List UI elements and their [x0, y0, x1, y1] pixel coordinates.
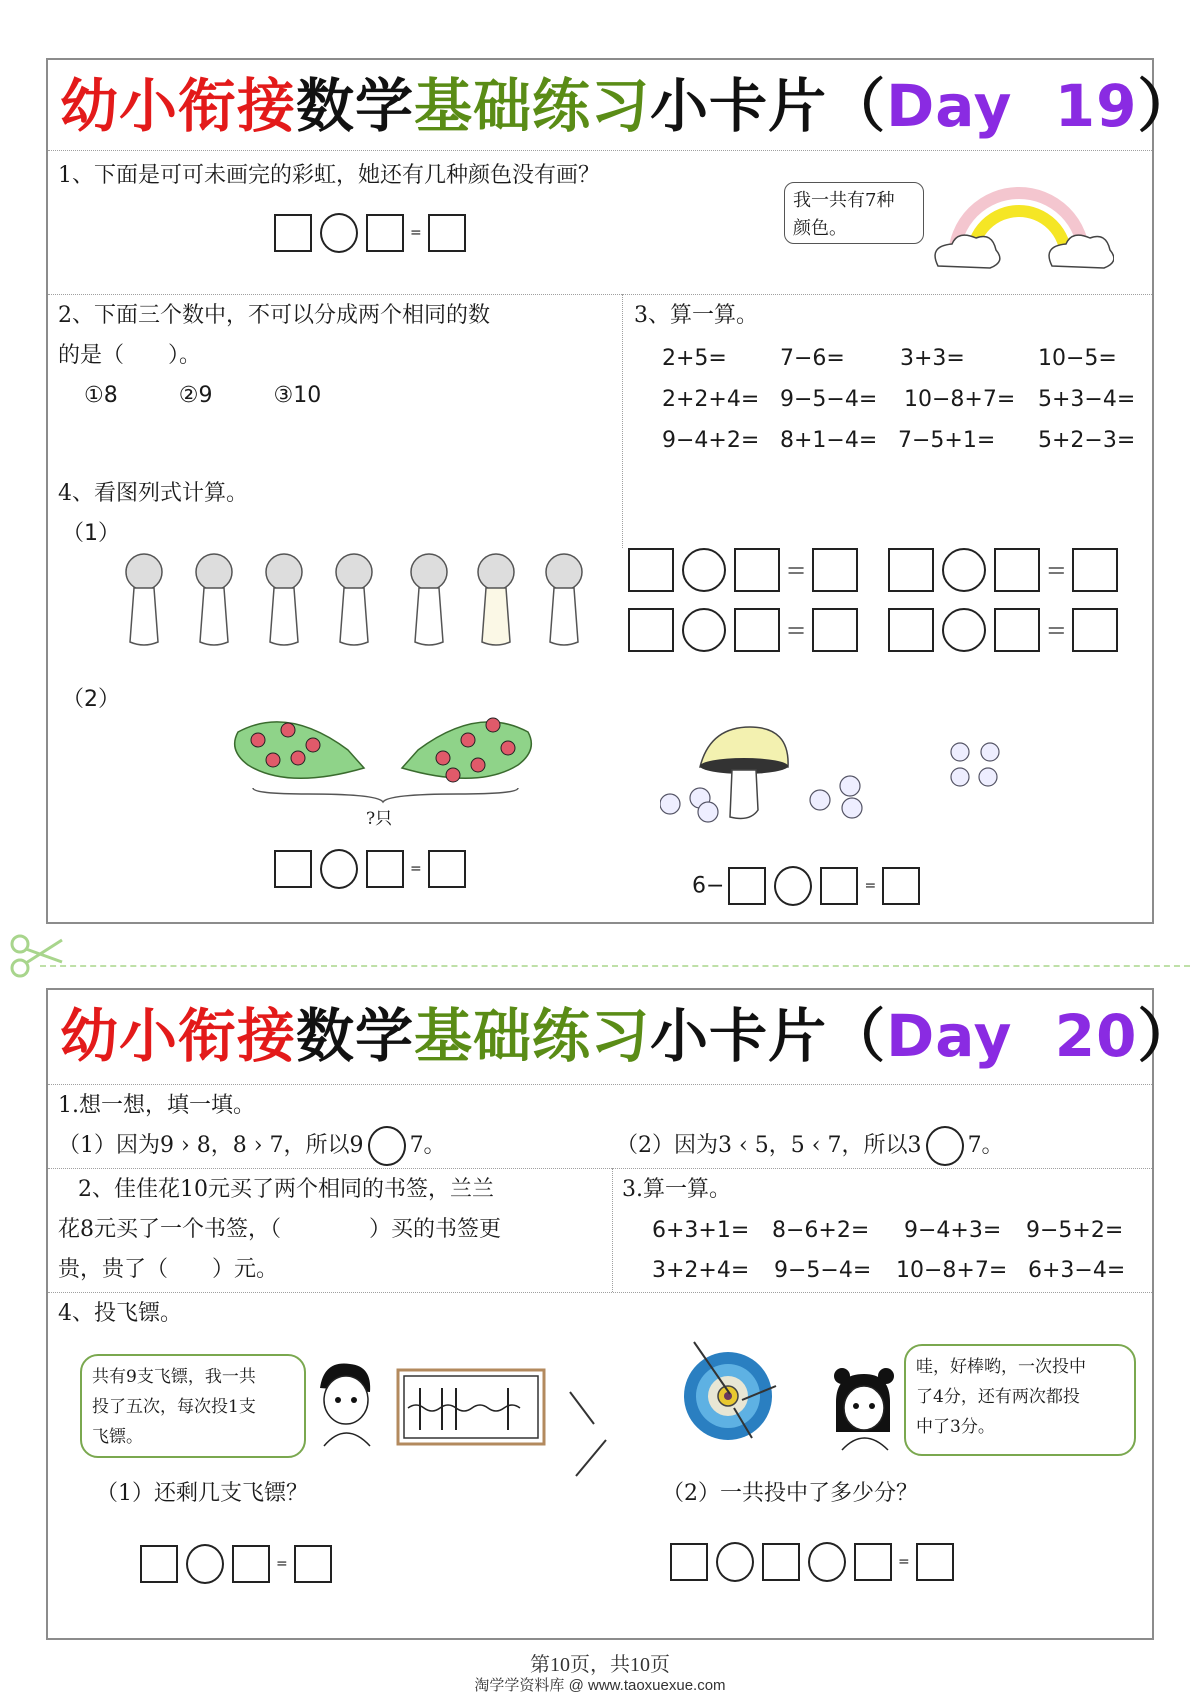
- card-day-20: [46, 988, 1197, 1640]
- equals-sign: =: [410, 225, 422, 241]
- divider: [48, 1292, 1152, 1293]
- answer-formula-darts-left: [136, 1544, 336, 1584]
- question-2-line-2: 的是（ ）。: [58, 343, 202, 368]
- card-title: [60, 66, 1197, 146]
- calc-item: 2+5=: [662, 346, 727, 371]
- formula-prefix: 6−: [692, 873, 725, 899]
- column-divider: [612, 1168, 613, 1292]
- answer-box[interactable]: [812, 548, 858, 592]
- sub-question-2-label: （2）: [62, 687, 120, 712]
- title-paren-close: ）: [1137, 1002, 1197, 1070]
- title-paren-close: ）: [1137, 72, 1197, 140]
- question-2-line-1: 2、佳佳花10元买了两个相同的书签，兰兰: [78, 1177, 494, 1202]
- title-part-black-2: 小卡片: [650, 1002, 828, 1070]
- equals-sign: =: [276, 1556, 288, 1572]
- answer-formula-row: [624, 548, 1122, 592]
- answer-box[interactable]: [428, 214, 466, 252]
- calc-row: [662, 346, 1117, 371]
- answer-box[interactable]: [994, 608, 1040, 652]
- sub-2-tail: 7。: [967, 1133, 1004, 1158]
- flower-vase-group: [122, 552, 642, 652]
- cut-line: [40, 965, 1190, 967]
- answer-box[interactable]: [812, 608, 858, 652]
- answer-box[interactable]: [366, 850, 404, 888]
- page-number: 第10页，共10页: [530, 1654, 670, 1676]
- operator-circle[interactable]: [320, 849, 358, 889]
- title-part-black: 数学: [296, 1002, 415, 1070]
- divider: [48, 294, 1152, 295]
- answer-box[interactable]: [628, 608, 674, 652]
- sub-question-2: （2）一共投中了多少分？: [662, 1481, 918, 1506]
- answer-formula-q1: [270, 213, 470, 253]
- question-1-text: 1、下面是可可未画完的彩虹，她还有几种颜色没有画？: [58, 163, 600, 188]
- calc-item: 9−5−4=: [774, 1258, 872, 1283]
- sub-question-1: （1）还剩几支飞镖？: [96, 1481, 308, 1506]
- title-part-black-2: 小卡片: [650, 72, 828, 140]
- speech-bubble: [784, 182, 924, 244]
- question-4-title: 4、看图列式计算。: [58, 481, 248, 506]
- card-day-19: [46, 58, 1197, 924]
- calc-item: 9−4+3=: [904, 1218, 1002, 1243]
- answer-box[interactable]: [888, 548, 934, 592]
- divider: [48, 150, 1152, 151]
- calc-item: 5+3−4=: [1038, 387, 1136, 412]
- calc-item: 8−6+2=: [772, 1218, 870, 1243]
- operator-circle[interactable]: [942, 608, 986, 652]
- answer-formula-snails: [692, 866, 924, 906]
- operator-circle[interactable]: [682, 608, 726, 652]
- title-part-red: 幼小衔接: [60, 1002, 297, 1070]
- equals-sign: =: [1046, 616, 1067, 644]
- answer-box[interactable]: [854, 1543, 892, 1581]
- flower-vase-icons: [122, 552, 642, 652]
- answer-box[interactable]: [140, 1545, 178, 1583]
- calc-item: 10−8+7=: [896, 1258, 1008, 1283]
- answer-box[interactable]: [294, 1545, 332, 1583]
- calc-item: 10−5=: [1038, 346, 1117, 371]
- divider: [48, 1084, 1152, 1085]
- answer-box[interactable]: [734, 608, 780, 652]
- bubble-line: 我一共有7种: [793, 190, 895, 211]
- answer-box[interactable]: [882, 867, 920, 905]
- answer-box[interactable]: [274, 214, 312, 252]
- operator-circle[interactable]: [682, 548, 726, 592]
- question-3-title: 3、算一算。: [634, 303, 758, 328]
- calc-item: 6+3−4=: [1028, 1258, 1126, 1283]
- column-divider: [622, 294, 623, 548]
- operator-circle[interactable]: [320, 213, 358, 253]
- calc-item: 8+1−4=: [780, 428, 878, 453]
- answer-box[interactable]: [1072, 548, 1118, 592]
- compare-circle[interactable]: [368, 1126, 406, 1166]
- scissors-icon: [6, 932, 66, 982]
- answer-box[interactable]: [820, 867, 858, 905]
- calc-row: [652, 1258, 1125, 1283]
- option-2[interactable]: ②9: [178, 383, 213, 408]
- dart-board-wall-icon: [396, 1368, 546, 1446]
- bubble-line: 飞镖。: [92, 1427, 143, 1447]
- operator-circle[interactable]: [942, 548, 986, 592]
- card-title: [60, 996, 1197, 1076]
- darts-icon: [566, 1390, 646, 1480]
- question-2-options: [84, 376, 321, 416]
- title-part-green: 基础练习: [414, 72, 651, 140]
- calc-item: 10−8+7=: [904, 387, 1016, 412]
- operator-circle[interactable]: [186, 1544, 224, 1584]
- bubble-line: 了4分，还有两次都投: [916, 1387, 1080, 1407]
- boy-avatar-icon: [310, 1358, 380, 1448]
- bubble-line: 颜色。: [793, 218, 847, 239]
- equals-sign: =: [864, 878, 877, 894]
- answer-formula-total-score: [666, 1542, 958, 1582]
- title-part-green: 基础练习: [414, 1002, 651, 1070]
- title-day: Day 20: [886, 1002, 1138, 1070]
- title-part-black: 数学: [296, 72, 415, 140]
- question-3-title: 3.算一算。: [622, 1177, 731, 1202]
- answer-formula-leaves: [270, 849, 470, 889]
- compare-circle[interactable]: [926, 1126, 964, 1166]
- equals-sign: =: [786, 556, 807, 584]
- girl-speech-bubble: [904, 1344, 1136, 1456]
- target-icon: [680, 1338, 780, 1448]
- question-2-line-2: 花8元买了一个书签，（ ）买的书签更: [58, 1217, 501, 1242]
- divider: [48, 1168, 1152, 1169]
- sub-1-tail: 7。: [409, 1133, 446, 1158]
- answer-box[interactable]: [232, 1545, 270, 1583]
- boy-speech-bubble: [80, 1354, 306, 1458]
- equals-sign: =: [1046, 556, 1067, 584]
- calc-item: 9−5+2=: [1026, 1218, 1124, 1243]
- calc-item: 7−6=: [780, 346, 845, 371]
- option-1[interactable]: ①8: [84, 383, 118, 408]
- source-watermark: 淘学学资料库 @ www.taoxuexue.com: [474, 1677, 726, 1694]
- question-1-sub-2: [616, 1126, 1004, 1166]
- equals-sign: =: [410, 861, 422, 877]
- calc-item: 5+2−3=: [1038, 428, 1136, 453]
- question-2-line-3: 贵，贵了（ ）元。: [58, 1257, 279, 1282]
- bubble-line: 哇，好棒哟，一次投中: [916, 1357, 1086, 1377]
- question-2-line-1: 2、下面三个数中，不可以分成两个相同的数: [58, 303, 490, 328]
- equals-sign: =: [786, 616, 807, 644]
- answer-box[interactable]: [366, 214, 404, 252]
- answer-formula-row: [624, 608, 1122, 652]
- bubble-line: 投了五次，每次投1支: [92, 1397, 256, 1417]
- bubble-line: 共有9支飞镖，我一共: [92, 1367, 256, 1387]
- answer-box[interactable]: [994, 548, 1040, 592]
- answer-box[interactable]: [1072, 608, 1118, 652]
- calc-item: 3+2+4=: [652, 1258, 750, 1283]
- calc-item: 3+3=: [900, 346, 965, 371]
- operator-circle[interactable]: [716, 1542, 754, 1582]
- equals-sign: =: [898, 1554, 910, 1570]
- calc-item: 7−5+1=: [898, 428, 996, 453]
- title-part-red: 幼小衔接: [60, 72, 297, 140]
- bubble-line: 中了3分。: [916, 1417, 995, 1437]
- operator-circle[interactable]: [808, 1542, 846, 1582]
- sub-question-1-label: （1）: [62, 521, 120, 546]
- rainbow-icon: [924, 178, 1114, 278]
- calc-row: [662, 387, 1135, 412]
- leaf-count-label: ?只: [366, 809, 393, 829]
- calc-row: [652, 1218, 1123, 1243]
- calc-row: [662, 428, 1135, 453]
- question-1-sub-1: [58, 1126, 446, 1166]
- question-4-title: 4、投飞镖。: [58, 1301, 182, 1326]
- answer-box[interactable]: [670, 1543, 708, 1581]
- sub-2-text: （2）因为3 ‹ 5，5 ‹ 7，所以3: [616, 1133, 922, 1158]
- option-3[interactable]: ③10: [273, 383, 322, 408]
- question-1-title: 1.想一想，填一填。: [58, 1093, 255, 1118]
- answer-box[interactable]: [762, 1543, 800, 1581]
- answer-box[interactable]: [274, 850, 312, 888]
- girl-avatar-icon: [828, 1362, 898, 1452]
- answer-box[interactable]: [728, 867, 766, 905]
- sub-1-text: （1）因为9 › 8，8 › 7，所以9: [58, 1133, 364, 1158]
- answer-box[interactable]: [428, 850, 466, 888]
- answer-box[interactable]: [628, 548, 674, 592]
- mushroom-snails-icon: [660, 722, 1080, 832]
- calc-item: 2+2+4=: [662, 387, 760, 412]
- calc-item: 9−5−4=: [780, 387, 878, 412]
- answer-box[interactable]: [734, 548, 780, 592]
- title-paren-open: （: [827, 72, 887, 140]
- title-paren-open: （: [827, 1002, 887, 1070]
- title-day: Day 19: [886, 72, 1138, 140]
- calc-item: 6+3+1=: [652, 1218, 750, 1243]
- operator-circle[interactable]: [774, 866, 812, 906]
- answer-box[interactable]: [888, 608, 934, 652]
- answer-box[interactable]: [916, 1543, 954, 1581]
- calc-item: 9−4+2=: [662, 428, 760, 453]
